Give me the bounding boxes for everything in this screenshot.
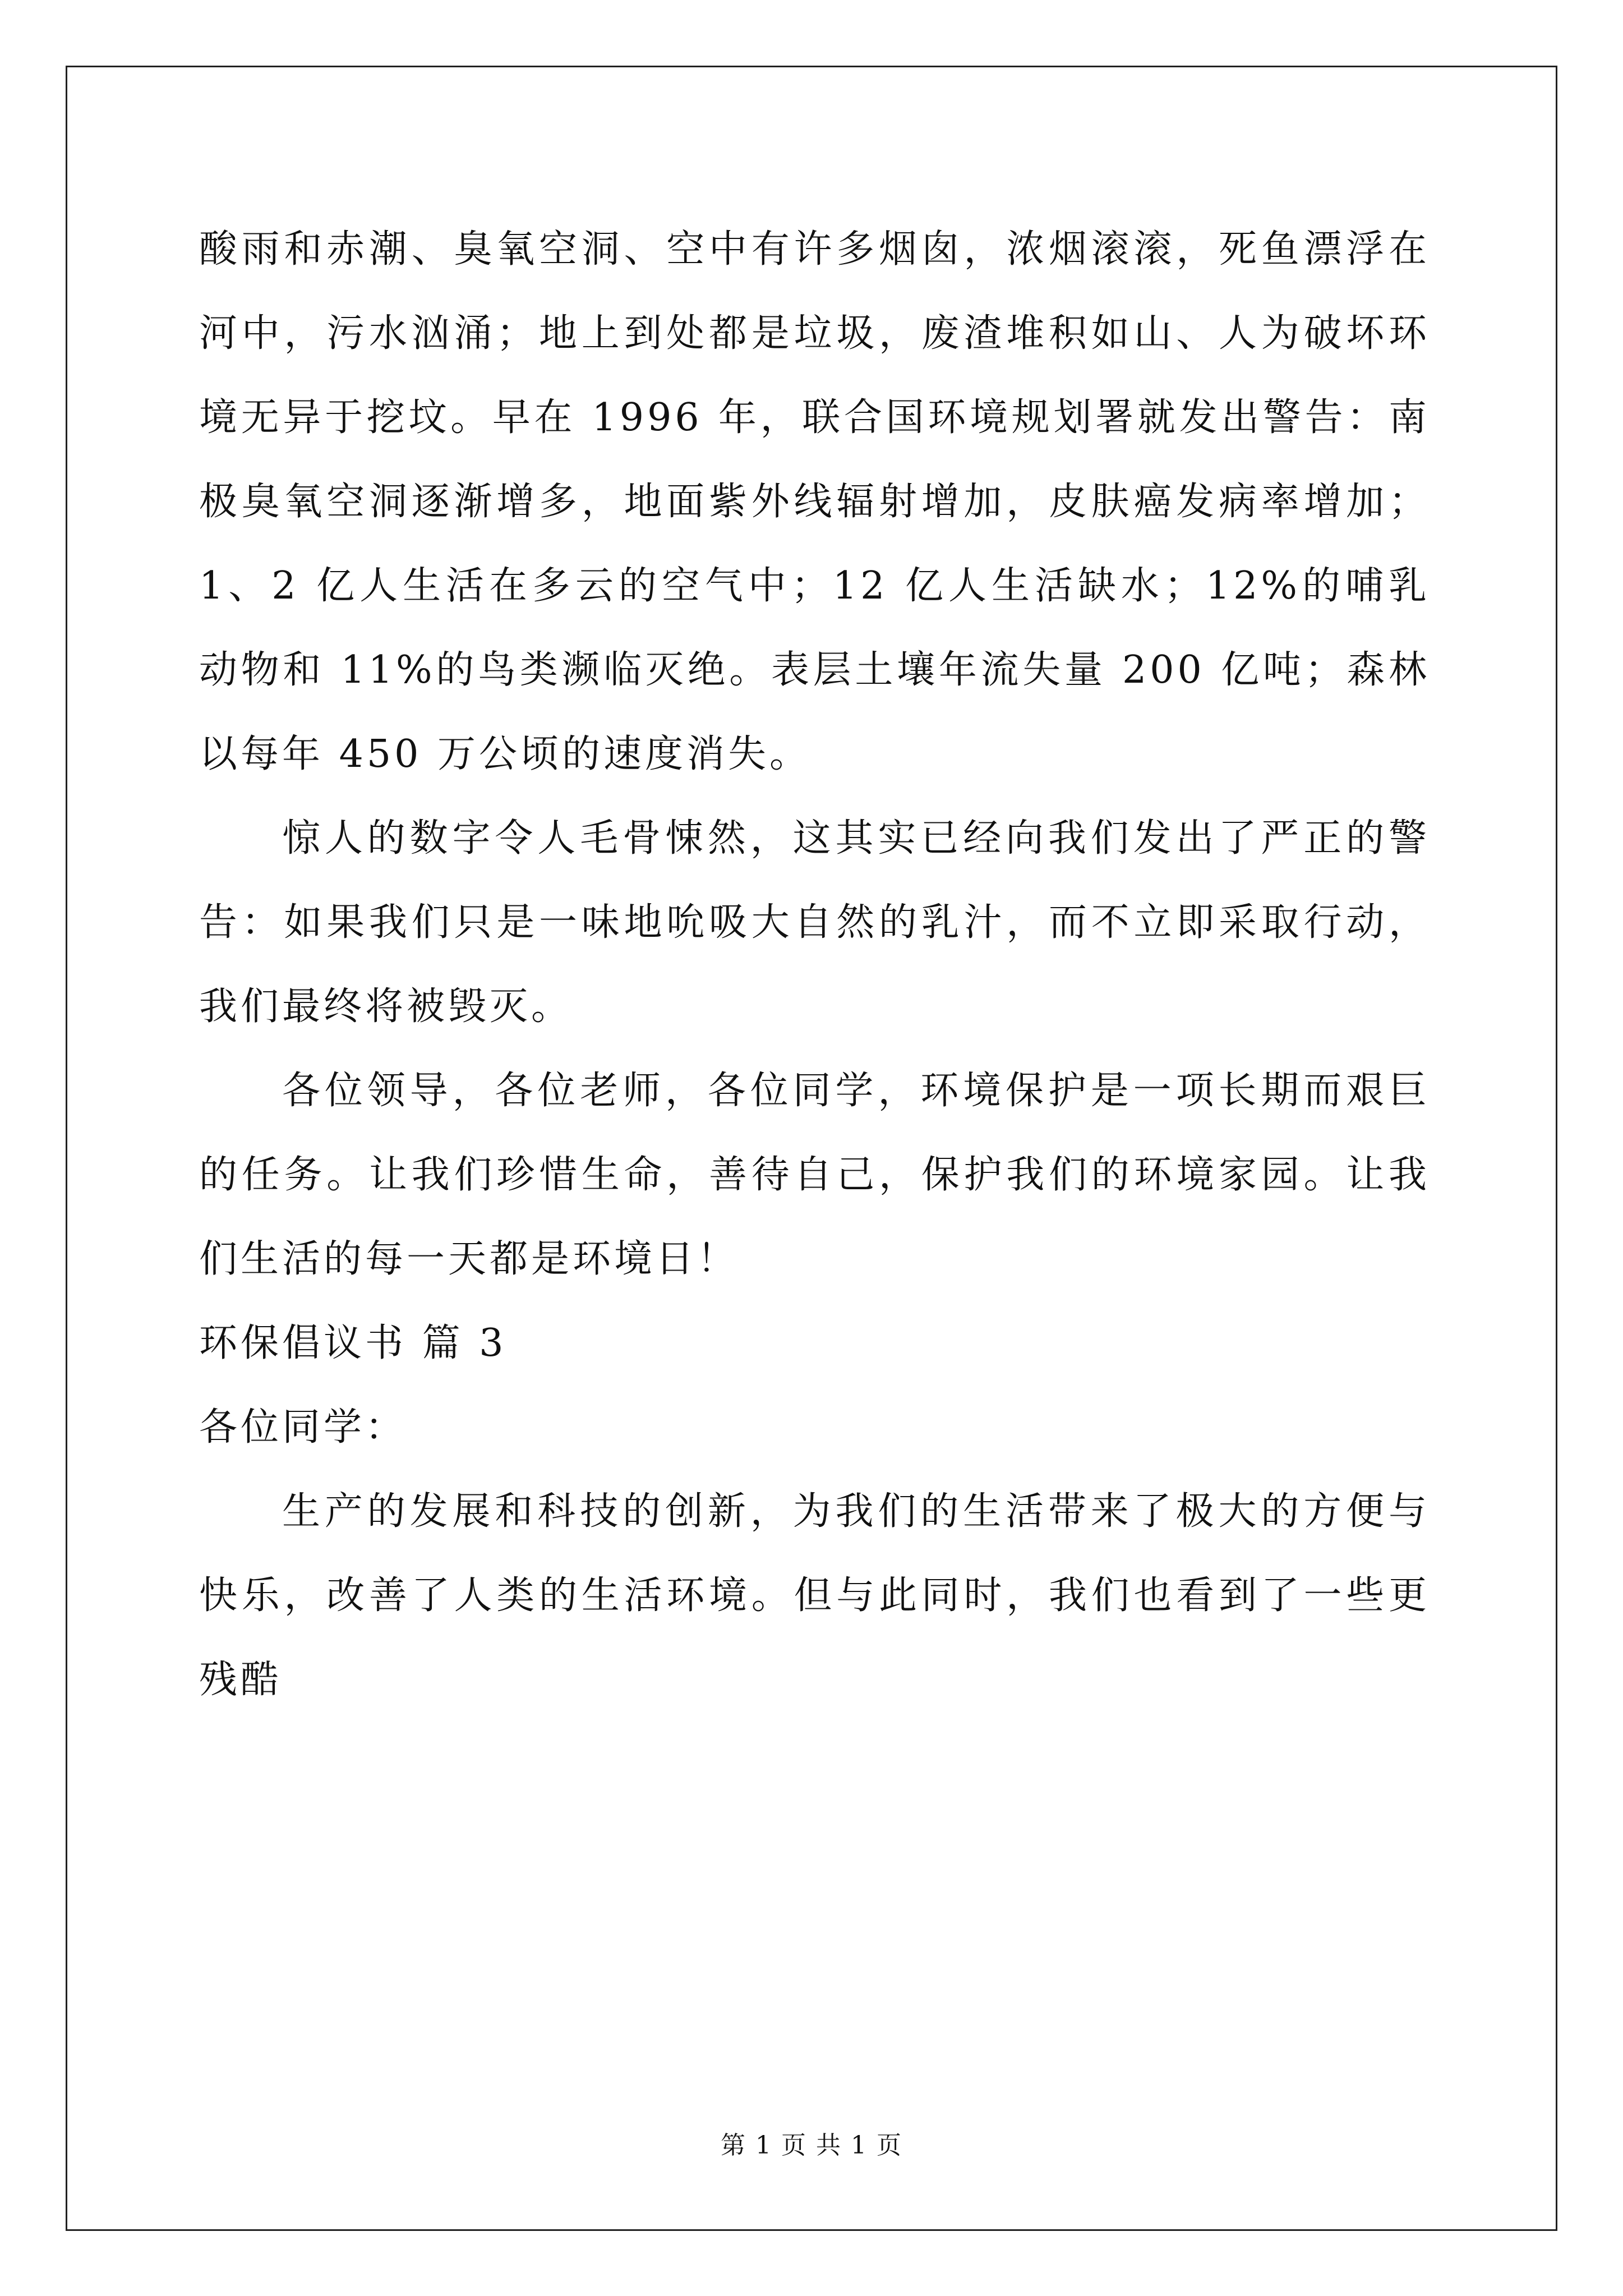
paragraph-call-to-action: 各位领导，各位老师，各位同学，环境保护是一项长期而艰巨的任务。让我们珍惜生命，善待自己，保护我们的环境家园。让我们生活的每一天都是环境日！	[199, 1069, 1430, 1281]
document-body	[199, 208, 1430, 1722]
paragraph-environmental-crisis: 酸雨和赤潮、臭氧空洞、空中有许多烟囱，浓烟滚滚，死鱼漂浮在河中，污水汹涌；地上到处都是垃圾，废渣堆积如山、人为破坏环境无异于挖坟。早在 1996 年，联合国环境规划署就发出警告：南极臭氧空洞逐渐增多，地面紫外线辐射增加，皮肤癌发病率增加；1、2 亿人生活在多云的空气中；12 亿人生活缺水；12%的哺乳动物和 11%的鸟类濒临灭绝。表层土壤年流失量 200 亿吨；森林以每年 450 万公顷的速度消失。	[199, 227, 1430, 776]
paragraph-warning: 惊人的数字令人毛骨悚然，这其实已经向我们发出了严正的警告：如果我们只是一味地吮吸大自然的乳汁，而不立即采取行动，我们最终将被毁灭。	[199, 816, 1430, 1029]
page-number: 第 1 页 共 1 页	[721, 2131, 902, 2160]
section-title: 环保倡议书 篇 3	[199, 1321, 507, 1365]
salutation: 各位同学：	[199, 1405, 407, 1450]
paragraph-development: 生产的发展和科技的创新，为我们的生活带来了极大的方便与快乐，改善了人类的生活环境。但与此同时，我们也看到了一些更残酷	[199, 1489, 1430, 1702]
